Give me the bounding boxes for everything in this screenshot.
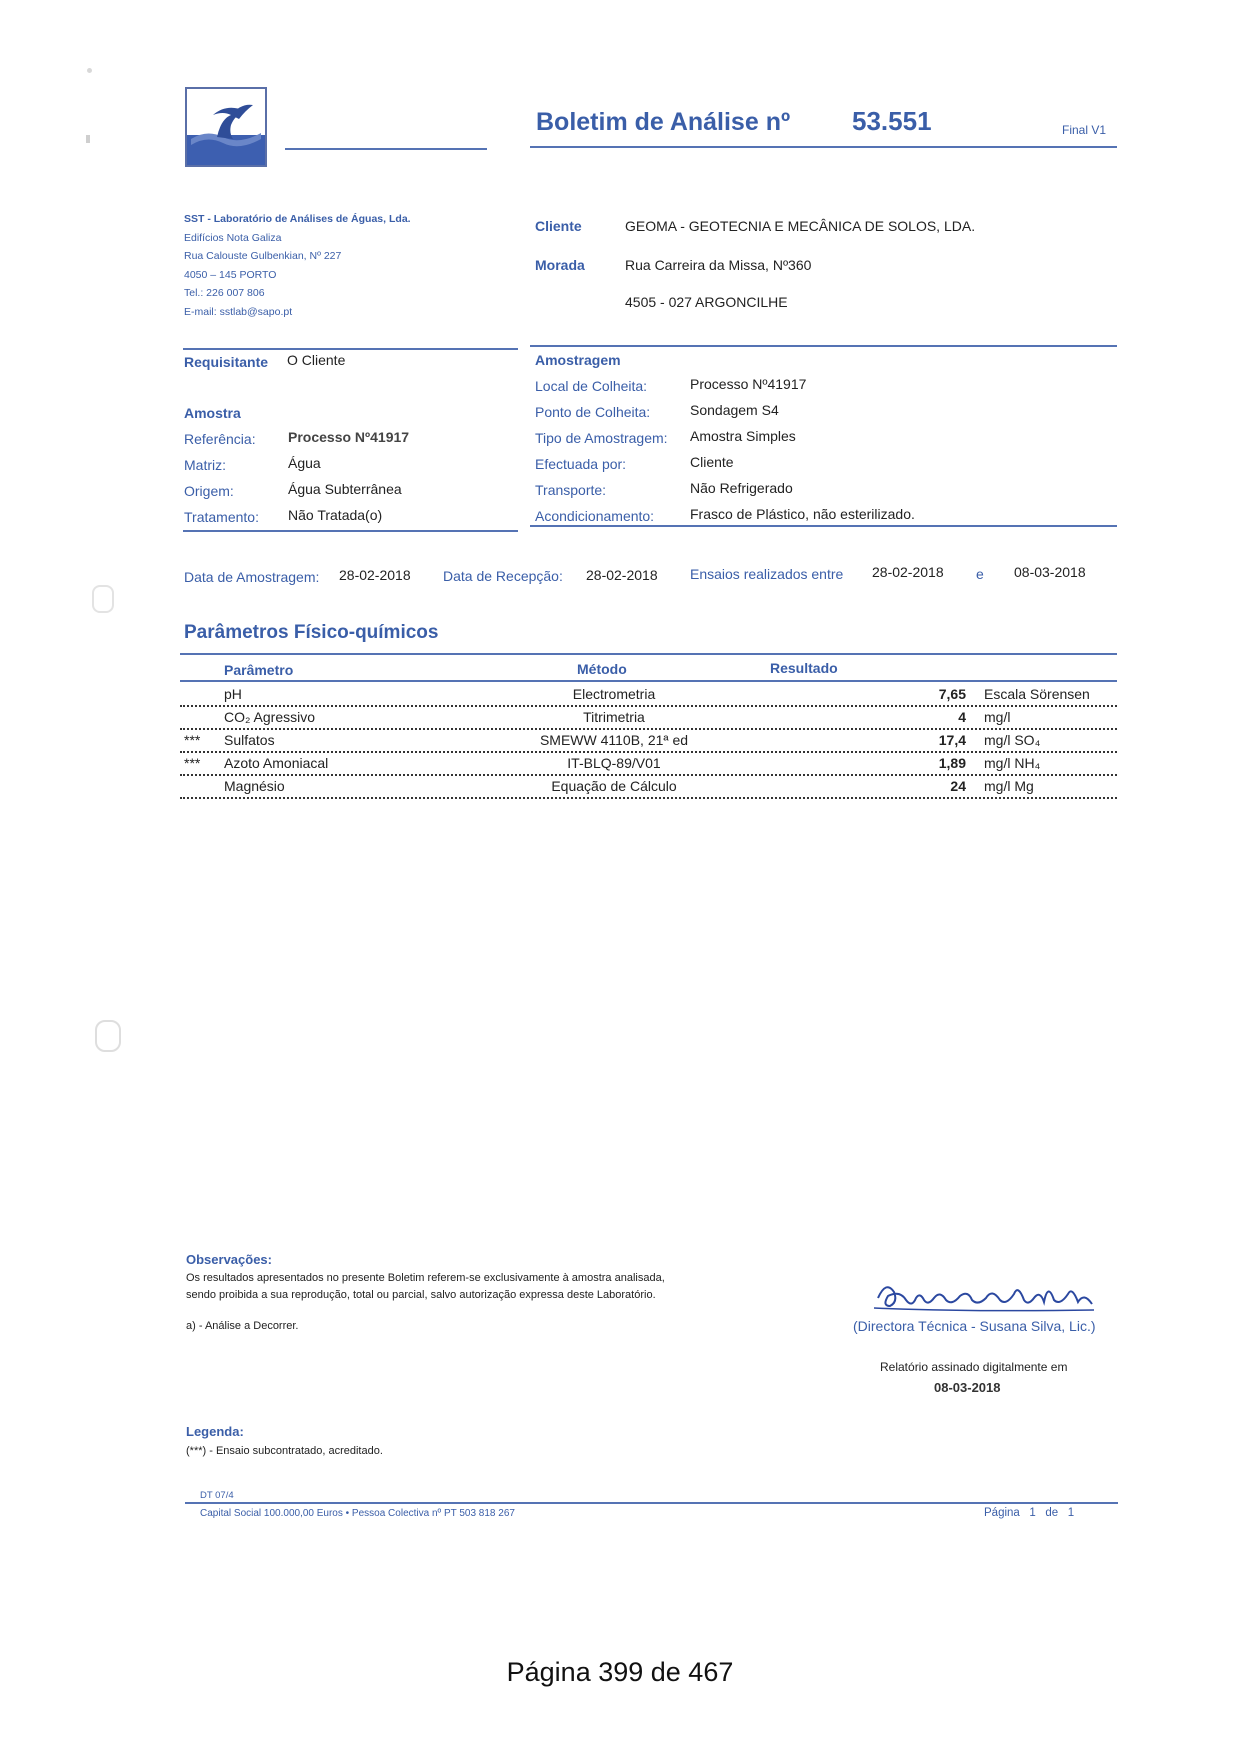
row-value: 17,4: [938, 732, 966, 748]
pdf-page-number: Página 399 de 467: [506, 1657, 734, 1687]
header-rule-left: [285, 148, 487, 150]
page-total: 1: [1067, 1507, 1075, 1519]
legend-heading: Legenda:: [186, 1424, 244, 1439]
amostragem-label-local: Local de Colheita:: [535, 378, 648, 394]
col-header-result: Resultado: [770, 660, 838, 676]
amostragem-value-point: Sondagem S4: [690, 402, 779, 418]
table-row: [184, 730, 1124, 752]
section-rule-right: [530, 345, 1117, 347]
address-label: Morada: [535, 257, 585, 273]
page-of: de: [1045, 1507, 1059, 1519]
table-row: [184, 684, 1124, 706]
row-parameter: pH: [224, 686, 242, 702]
signer-caption: (Directora Técnica - Susana Silva, Lic.): [853, 1318, 1096, 1334]
scan-mark: [86, 135, 90, 143]
row-method: SMEWW 4110B, 21ª ed: [539, 732, 689, 748]
lab-logo: [185, 87, 267, 167]
table-row: [184, 776, 1124, 798]
company-info: Capital Social 100.000,00 Euros • Pessoa Colectiva nº PT 503 818 267: [200, 1508, 515, 1519]
observations-heading: Observações:: [186, 1252, 272, 1267]
amostra-value-origin: Água Subterrânea: [288, 481, 402, 497]
row-parameter: Magnésio: [224, 778, 285, 794]
observations-note: a) - Análise a Decorrer.: [186, 1320, 299, 1332]
amostra-label-treatment: Tratamento:: [184, 509, 259, 525]
row-method: IT-BLQ-89/V01: [567, 755, 661, 771]
lab-email: E-mail: sstlab@sapo.pt: [184, 305, 293, 318]
page-label: Página: [984, 1507, 1020, 1519]
row-mark: ***: [184, 755, 201, 771]
client-label: Cliente: [535, 218, 582, 234]
amostragem-rule: [530, 525, 1117, 527]
row-value: 24: [950, 778, 966, 794]
sampling-date-value: 28-02-2018: [339, 567, 411, 583]
lab-street: Rua Calouste Gulbenkian, Nº 227: [184, 250, 342, 262]
digital-signature-date: 08-03-2018: [934, 1380, 1001, 1395]
header-rule-right: [530, 146, 1117, 148]
page-counter: [984, 1507, 1074, 1519]
legend-text: (***) - Ensaio subcontratado, acreditado.: [186, 1445, 383, 1457]
row-parameter: Azoto Amoniacal: [224, 755, 329, 771]
tests-end: 08-03-2018: [1014, 564, 1086, 580]
amostra-label-origin: Origem:: [184, 483, 234, 499]
report-version: Final V1: [1062, 123, 1107, 137]
report-title: [536, 108, 790, 137]
report-title-prefix: Boletim de Análise nº: [536, 108, 791, 136]
reception-date-value: 28-02-2018: [586, 567, 658, 583]
row-unit: mg/l NH₄: [984, 755, 1041, 771]
col-header-method: Método: [577, 661, 627, 677]
doc-code: DT 07/4: [200, 1490, 234, 1501]
row-unit: mg/l Mg: [984, 778, 1034, 794]
row-unit: mg/l SO₄: [984, 732, 1041, 748]
row-divider: [180, 797, 1117, 799]
address-line1: Rua Carreira da Missa, Nº360: [625, 257, 812, 273]
tests-and: e: [976, 566, 984, 582]
amostragem-heading: Amostragem: [535, 352, 621, 368]
table-header-rule: [180, 680, 1117, 682]
tests-start: 28-02-2018: [872, 564, 944, 580]
row-unit: mg/l: [984, 709, 1011, 725]
observations-line2: sendo proibida a sua reprodução, total ou parcial, salvo autorização expressa deste Laboratório.: [186, 1289, 656, 1301]
amostragem-value-type: Amostra Simples: [690, 428, 796, 444]
col-header-parameter: Parâmetro: [224, 662, 294, 678]
row-method: Titrimetria: [583, 709, 645, 725]
address-line2: 4505 - 027 ARGONCILHE: [625, 294, 788, 310]
row-method: Equação de Cálculo: [551, 778, 677, 794]
section-title: Parâmetros Físico-químicos: [184, 622, 439, 643]
row-value: 7,65: [938, 686, 966, 702]
handwritten-signature: [868, 1272, 1108, 1318]
lab-name: SST - Laboratório de Análises de Águas, Lda.: [184, 213, 411, 225]
row-unit: Escala Sörensen: [984, 686, 1090, 702]
amostragem-value-by: Cliente: [690, 454, 734, 470]
amostra-value-ref: Processo Nº41917: [288, 429, 410, 445]
amostra-rule: [183, 530, 518, 532]
observations-line1: Os resultados apresentados no presente Boletim referem-se exclusivamente à amostra analisada,: [186, 1272, 665, 1284]
scan-mark: [87, 68, 92, 73]
amostra-label-ref: Referência:: [184, 431, 256, 447]
digital-signature-note: Relatório assinado digitalmente em: [880, 1360, 1068, 1374]
row-parameter: Sulfatos: [224, 732, 275, 748]
requisitante-label: Requisitante: [184, 354, 269, 370]
row-mark: ***: [184, 732, 201, 748]
section-rule-left: [183, 348, 518, 350]
page-current: 1: [1029, 1507, 1036, 1519]
amostragem-label-by: Efectuada por:: [535, 456, 627, 472]
scan-mark: [95, 1020, 121, 1052]
amostragem-label-transport: Transporte:: [535, 482, 607, 498]
table-row: [184, 707, 1124, 729]
amostra-label-matrix: Matriz:: [184, 457, 226, 473]
report-number: 53.551: [852, 106, 932, 136]
tests-label: Ensaios realizados entre: [690, 566, 844, 582]
lab-building: Edifícios Nota Galiza: [184, 231, 282, 244]
amostragem-label-packaging: Acondicionamento:: [535, 508, 655, 524]
row-method: Electrometria: [572, 686, 656, 702]
amostragem-value-local: Processo Nº41917: [690, 376, 807, 392]
lab-phone: Tel.: 226 007 806: [184, 287, 265, 299]
table-top-rule: [180, 653, 1117, 655]
amostra-heading: Amostra: [184, 405, 241, 421]
row-value: 4: [958, 709, 966, 725]
row-value: 1,89: [938, 755, 966, 771]
table-row: [184, 753, 1124, 775]
reception-date-label: Data de Recepção:: [443, 568, 563, 584]
amostragem-label-type: Tipo de Amostragem:: [535, 430, 668, 446]
lab-address: [184, 210, 411, 321]
amostra-value-treatment: Não Tratada(o): [288, 507, 383, 523]
amostragem-value-transport: Não Refrigerado: [690, 480, 793, 496]
requisitante-value: O Cliente: [287, 352, 346, 368]
sampling-date-label: Data de Amostragem:: [184, 569, 320, 585]
client-value: GEOMA - GEOTECNIA E MECÂNICA DE SOLOS, LDA.: [625, 218, 976, 234]
scan-mark: [92, 585, 114, 613]
amostra-value-matrix: Água: [288, 455, 321, 471]
amostragem-value-packaging: Frasco de Plástico, não esterilizado.: [690, 506, 915, 522]
lab-postcode: 4050 – 145 PORTO: [184, 268, 277, 281]
footer-rule: [185, 1502, 1118, 1504]
observations-text: [186, 1270, 665, 1304]
amostragem-label-point: Ponto de Colheita:: [535, 404, 651, 420]
row-parameter: CO₂ Agressivo: [224, 709, 316, 725]
